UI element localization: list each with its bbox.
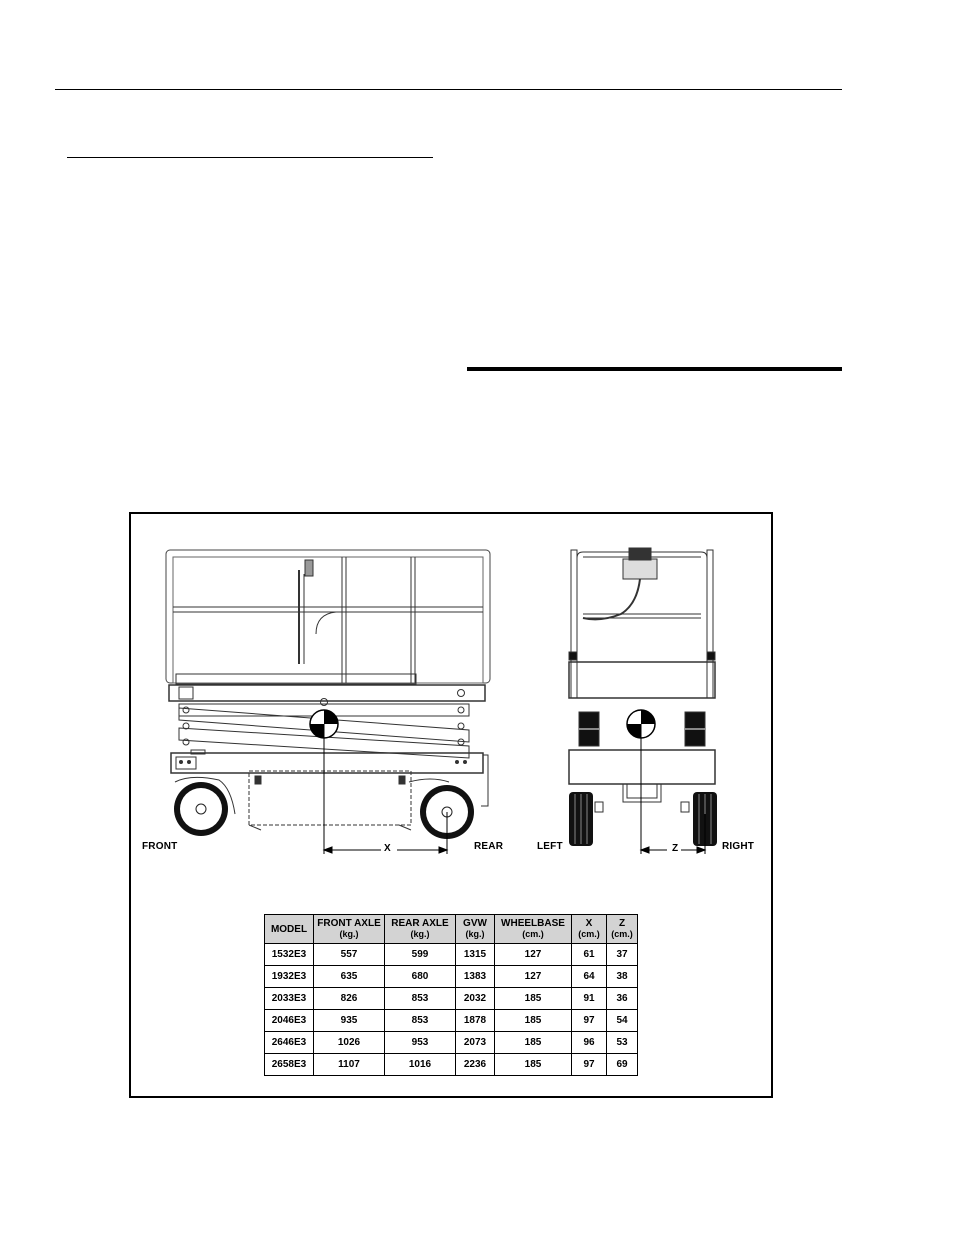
label-z: Z <box>672 843 679 854</box>
header-front-axle: FRONT AXLE (kg.) <box>314 915 385 944</box>
side-view-illustration <box>131 514 504 854</box>
cell-front-axle: 557 <box>314 944 385 966</box>
rear-view-illustration <box>561 514 761 854</box>
cell-front-axle: 1107 <box>314 1054 385 1076</box>
cell-z: 37 <box>607 944 638 966</box>
cell-rear-axle: 953 <box>385 1032 456 1054</box>
label-right: RIGHT <box>722 841 755 852</box>
label-x: X <box>384 843 391 854</box>
label-left: LEFT <box>537 841 563 852</box>
header-z: Z (cm.) <box>607 915 638 944</box>
cell-x: 97 <box>572 1010 607 1032</box>
cell-model: 2658E3 <box>265 1054 314 1076</box>
cell-rear-axle: 853 <box>385 988 456 1010</box>
cell-front-axle: 826 <box>314 988 385 1010</box>
header-x: X (cm.) <box>572 915 607 944</box>
rear-cog-marker <box>627 710 655 854</box>
header-rule <box>55 89 842 90</box>
cell-x: 97 <box>572 1054 607 1076</box>
cell-rear-axle: 1016 <box>385 1054 456 1076</box>
cell-rear-axle: 853 <box>385 1010 456 1032</box>
table-row <box>265 1010 638 1032</box>
label-rear: REAR <box>474 841 504 852</box>
cell-x: 61 <box>572 944 607 966</box>
cell-x: 96 <box>572 1032 607 1054</box>
table-row <box>265 966 638 988</box>
table-header-row <box>265 915 638 944</box>
cell-gvw: 1315 <box>456 944 495 966</box>
cell-model: 1932E3 <box>265 966 314 988</box>
cell-front-axle: 935 <box>314 1010 385 1032</box>
cell-z: 69 <box>607 1054 638 1076</box>
cell-z: 54 <box>607 1010 638 1032</box>
table-row <box>265 944 638 966</box>
cell-x: 64 <box>572 966 607 988</box>
cell-wheelbase: 185 <box>495 1054 572 1076</box>
header-model: MODEL <box>265 915 314 944</box>
table-row <box>265 988 638 1010</box>
label-front: FRONT <box>142 841 178 852</box>
cell-z: 53 <box>607 1032 638 1054</box>
header-rear-axle: REAR AXLE (kg.) <box>385 915 456 944</box>
cell-gvw: 1383 <box>456 966 495 988</box>
cell-wheelbase: 127 <box>495 966 572 988</box>
cell-x: 91 <box>572 988 607 1010</box>
table-row <box>265 1054 638 1076</box>
side-cog-marker <box>310 710 338 854</box>
weight-distribution-figure <box>129 512 773 1098</box>
cell-z: 38 <box>607 966 638 988</box>
cell-gvw: 1878 <box>456 1010 495 1032</box>
weight-specs-table <box>264 914 638 1076</box>
cell-rear-axle: 680 <box>385 966 456 988</box>
table-row <box>265 1032 638 1054</box>
cell-front-axle: 635 <box>314 966 385 988</box>
cell-wheelbase: 127 <box>495 944 572 966</box>
cell-front-axle: 1026 <box>314 1032 385 1054</box>
cell-rear-axle: 599 <box>385 944 456 966</box>
cell-model: 2046E3 <box>265 1010 314 1032</box>
cell-z: 36 <box>607 988 638 1010</box>
cell-gvw: 2236 <box>456 1054 495 1076</box>
cell-model: 2033E3 <box>265 988 314 1010</box>
cell-model: 2646E3 <box>265 1032 314 1054</box>
cell-gvw: 2032 <box>456 988 495 1010</box>
cell-model: 1532E3 <box>265 944 314 966</box>
header-gvw: GVW (kg.) <box>456 915 495 944</box>
header-wheelbase: WHEELBASE (cm.) <box>495 915 572 944</box>
section-rule-right <box>467 367 842 371</box>
section-rule-left <box>67 157 433 158</box>
cell-wheelbase: 185 <box>495 1032 572 1054</box>
cell-wheelbase: 185 <box>495 988 572 1010</box>
cell-wheelbase: 185 <box>495 1010 572 1032</box>
cell-gvw: 2073 <box>456 1032 495 1054</box>
